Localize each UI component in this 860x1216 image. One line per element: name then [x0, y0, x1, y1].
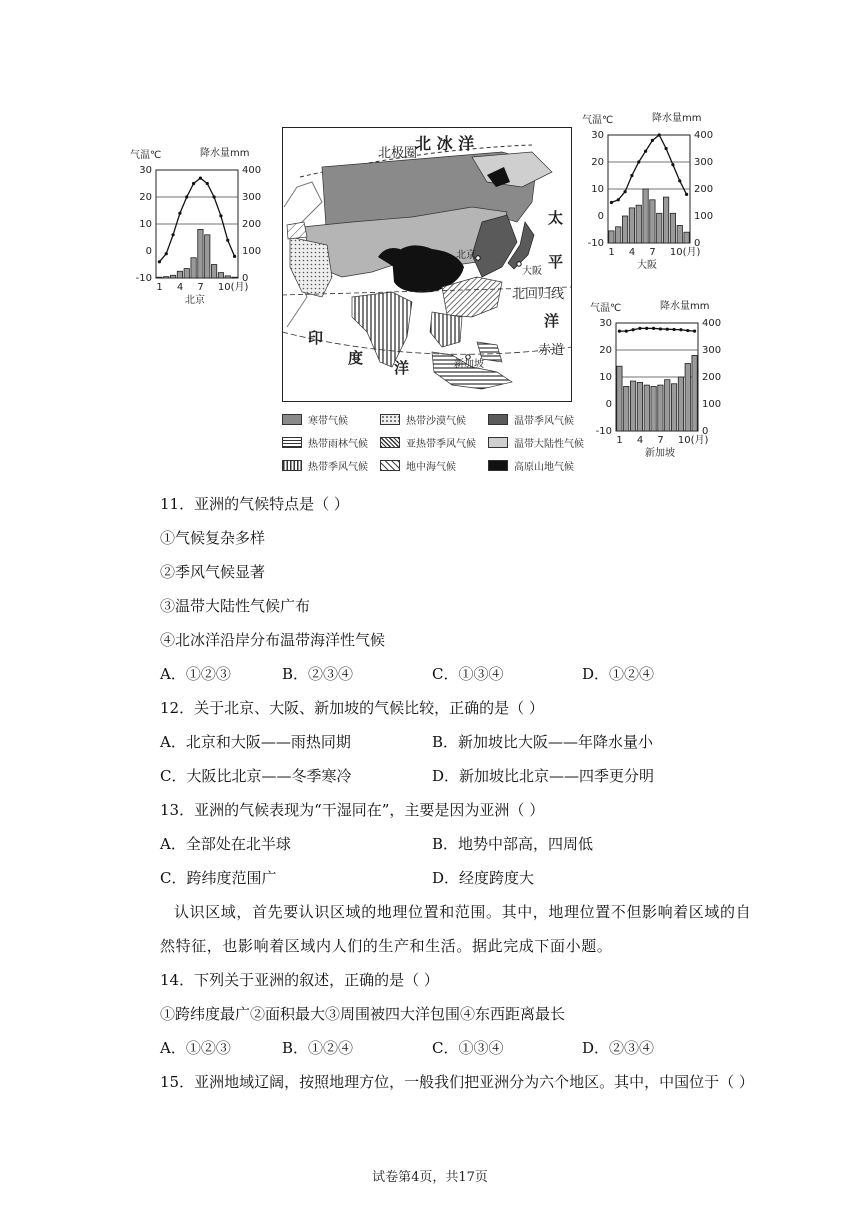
新加坡-precip-tick-label: 300 [702, 345, 722, 356]
北京-precip-tick-label: 100 [242, 246, 262, 257]
legend-item [380, 412, 466, 426]
indian-ocean-label-3: 洋 [394, 359, 410, 377]
新加坡-temp-tick-label: 10 [599, 372, 612, 383]
大阪-temp-point [630, 174, 633, 177]
北京-precip-tick-label: 0 [242, 273, 249, 284]
indian-ocean-label-2: 度 [348, 349, 364, 367]
新加坡-temp-tick-label: 0 [605, 399, 612, 410]
北京-precip-bar [225, 276, 230, 278]
北京-month-tick-label: 4 [176, 282, 184, 293]
q11-stem: 11．亚洲的气候特点是（ ） [160, 495, 349, 513]
pacific-label-1: 太 [548, 209, 564, 227]
大阪-temp-point [651, 139, 654, 142]
legend-item [282, 412, 348, 426]
legend-swatch [488, 460, 508, 471]
大阪-temp-point [664, 147, 667, 150]
q12-option-b[interactable]: B．新加坡比大阪——年降水量小 [432, 733, 654, 751]
pacific-label-2: 平 [548, 253, 564, 271]
新加坡-month-tick-label: 7 [657, 435, 664, 446]
北京-precip-bar [184, 269, 189, 278]
q13-stem: 13．亚洲的气候表现为“干湿同在”，主要是因为亚洲（ ） [160, 801, 545, 819]
新加坡-precip-bar [671, 384, 676, 431]
新加坡-temp-point [625, 330, 628, 333]
q14-option-d[interactable]: D．②③④ [582, 1039, 655, 1057]
passage-line-1: 认识区域，首先要认识区域的地理位置和范围。其中，地理位置不但影响着区域的自 [174, 903, 752, 921]
q11-statement-1: ①气候复杂多样 [160, 529, 266, 547]
大阪-precip-bar [636, 205, 641, 243]
北京-temp-tick-label: 30 [139, 165, 152, 176]
大阪-temp-point [610, 201, 613, 204]
singapore-climate-chart [588, 293, 730, 468]
大阪-precip-bar [650, 200, 655, 243]
新加坡-temp-point [693, 330, 696, 333]
page-footer: 试卷第4页，共17页 [372, 1170, 488, 1185]
新加坡-precip-tick-label: 200 [702, 372, 722, 383]
大阪-month-tick-label: 10(月) [669, 247, 701, 258]
新加坡-precip-tick-label: 100 [702, 399, 722, 410]
新加坡-temp-line [619, 328, 694, 331]
大阪-precip-tick-label: 400 [694, 130, 714, 141]
大阪-temp-tick-label: -10 [587, 238, 604, 249]
q13-option-a[interactable]: A．全部处在北半球 [160, 835, 291, 853]
北京-precip-bar [218, 273, 223, 278]
q11-statement-3: ③温带大陆性气候广布 [160, 597, 311, 615]
北京-temp-line [159, 178, 234, 262]
大阪-temp-tick-label: 0 [597, 211, 604, 222]
大阪-precip-tick-label: 0 [694, 238, 701, 249]
legend-item [488, 435, 584, 449]
新加坡-temp-point [672, 328, 675, 331]
新加坡-temp-point [679, 328, 682, 331]
新加坡-precip-bar [637, 382, 642, 431]
新加坡-month-tick-label: 1 [616, 435, 623, 446]
osaka-climate-chart [580, 105, 722, 280]
北京-temp-point [185, 195, 188, 198]
q14-option-c[interactable]: C．①③④ [432, 1039, 504, 1057]
q11-statement-2: ②季风气候显著 [160, 563, 266, 581]
北京-temp-point [192, 182, 195, 185]
新加坡-precip-tick-label: 400 [702, 318, 722, 329]
legend-swatch [282, 460, 302, 471]
pacific-label-3: 洋 [544, 312, 560, 330]
新加坡-temp-point [638, 327, 641, 330]
北京-precip-axis-label: 降水量mm [200, 148, 250, 159]
北京-temp-point [158, 260, 161, 263]
新加坡-precip-bar [685, 364, 690, 432]
arctic-ocean-label: 北 冰 洋 [415, 134, 475, 153]
大阪-city-label: 大阪 [637, 260, 657, 271]
大阪-temp-axis-label: 气温℃ [582, 115, 614, 126]
北京-precip-tick-label: 300 [242, 192, 262, 203]
新加坡-temp-point [659, 327, 662, 330]
equator-label: 赤道 [538, 343, 565, 358]
legend-label: 高原山地气候 [514, 461, 574, 473]
新加坡-precip-axis-label: 降水量mm [660, 301, 710, 312]
北京-precip-tick-label: 400 [242, 165, 262, 176]
新加坡-temp-axis-label: 气温℃ [590, 303, 622, 314]
legend-item [282, 458, 368, 472]
q12-option-d[interactable]: D．新加坡比北京——四季更分明 [432, 767, 655, 785]
大阪-precip-tick-label: 300 [694, 157, 714, 168]
北京-precip-bar [191, 258, 196, 278]
北京-temp-axis-label: 气温℃ [130, 150, 162, 161]
北京-temp-point [165, 252, 168, 255]
北京-precip-bar [211, 265, 216, 279]
legend-item [282, 435, 368, 449]
legend-label: 热带沙漠气候 [406, 415, 466, 427]
大阪-month-tick-label: 1 [608, 247, 615, 258]
大阪-precip-tick-label: 100 [694, 211, 714, 222]
新加坡-precip-bar [658, 385, 663, 431]
大阪-month-tick-label: 7 [649, 247, 656, 258]
legend-swatch [380, 460, 400, 471]
北京-precip-bar [205, 235, 210, 278]
legend-item [488, 458, 574, 472]
北京-temp-tick-label: 20 [139, 192, 152, 203]
北京-temp-point [219, 214, 222, 217]
北京-temp-point [226, 239, 229, 242]
新加坡-precip-bar [624, 386, 629, 431]
新加坡-month-tick-label: 4 [636, 435, 644, 446]
北京-precip-bar [232, 277, 237, 278]
beijing-dot [476, 256, 480, 260]
新加坡-temp-point [652, 327, 655, 330]
北京-month-tick-label: 10(月) [217, 282, 249, 293]
大阪-temp-point [617, 198, 620, 201]
大阪-precip-bar [629, 208, 634, 243]
大阪-temp-tick-label: 30 [591, 130, 604, 141]
arctic-circle-label: 北极圈 [378, 146, 418, 161]
legend-swatch [488, 437, 508, 448]
北京-temp-point [171, 233, 174, 236]
北京-temp-point [212, 195, 215, 198]
beijing-climate-chart [128, 140, 270, 315]
q14-option-a[interactable]: A．①②③ [160, 1039, 231, 1057]
legend-swatch [488, 414, 508, 425]
新加坡-precip-bar [651, 386, 656, 431]
新加坡-precip-bar [644, 385, 649, 431]
大阪-precip-axis-label: 降水量mm [652, 113, 702, 124]
legend-swatch [380, 437, 400, 448]
新加坡-temp-point [645, 327, 648, 330]
北京-temp-point [233, 255, 236, 258]
legend-label: 温带大陆性气候 [514, 438, 584, 450]
新加坡-temp-point [631, 328, 634, 331]
大阪-temp-point [678, 179, 681, 182]
北京-precip-bar [198, 229, 203, 278]
legend-swatch [282, 414, 302, 425]
mediterranean-zone [287, 222, 307, 239]
大阪-precip-bar [684, 232, 689, 243]
大阪-precip-bar [657, 213, 662, 243]
北京-temp-tick-label: 0 [145, 246, 152, 257]
北京-temp-point [178, 212, 181, 215]
legend-label: 亚热带季风气候 [406, 438, 476, 450]
北京-precip-bar [170, 275, 175, 278]
大阪-temp-point [644, 150, 647, 153]
新加坡-temp-point [686, 329, 689, 332]
legend-label: 地中海气候 [406, 461, 456, 473]
q14-stem: 14．下列关于亚洲的叙述，正确的是（ ） [160, 971, 439, 989]
大阪-temp-point [623, 190, 626, 193]
大阪-month-tick-label: 4 [628, 247, 636, 258]
beijing-map-label: 北京 [456, 250, 476, 261]
osaka-map-label: 大阪 [522, 266, 542, 277]
legend-swatch [380, 414, 400, 425]
新加坡-temp-point [618, 330, 621, 333]
新加坡-precip-tick-label: 0 [702, 426, 709, 437]
q14-statements: ①跨纬度最广②面积最大③周围被四大洋包围④东西距离最长 [160, 1005, 566, 1023]
北京-temp-tick-label: -10 [135, 273, 152, 284]
新加坡-city-label: 新加坡 [645, 448, 675, 459]
大阪-precip-bar [670, 213, 675, 243]
北京-temp-tick-label: 10 [139, 219, 152, 230]
legend-label: 温带季风气候 [514, 415, 574, 427]
q12-stem: 12．关于北京、大阪、新加坡的气候比较，正确的是（ ） [160, 699, 544, 717]
legend-item [488, 412, 574, 426]
大阪-precip-bar [622, 216, 627, 243]
q11-statement-4: ④北冰洋沿岸分布温带海洋性气候 [160, 631, 386, 649]
q11-option-c[interactable]: C．①③④ [432, 665, 504, 683]
新加坡-precip-bar [630, 381, 635, 431]
q13-option-c[interactable]: C．跨纬度范围广 [160, 869, 277, 887]
大阪-temp-tick-label: 10 [591, 184, 604, 195]
q11-option-b[interactable]: B．②③④ [282, 665, 354, 683]
indian-ocean-label-1: 印 [308, 329, 324, 347]
q11-option-d[interactable]: D．①②④ [582, 665, 655, 683]
q12-option-a[interactable]: A．北京和大阪——雨热同期 [160, 733, 351, 751]
q13-option-d[interactable]: D．经度跨度大 [432, 869, 535, 887]
北京-precip-bar [177, 271, 182, 278]
大阪-temp-point [671, 163, 674, 166]
大阪-precip-bar [663, 197, 668, 243]
新加坡-temp-tick-label: -10 [595, 426, 612, 437]
tropic-of-cancer-label: 北回归线 [512, 287, 565, 302]
北京-temp-point [199, 177, 202, 180]
大阪-precip-bar [677, 225, 682, 243]
q15-stem: 15．亚洲地域辽阔，按照地理方位，一般我们把亚洲分为六个地区。其中，中国位于（ ） [160, 1073, 754, 1091]
北京-month-tick-label: 1 [156, 282, 163, 293]
北京-precip-bar [157, 277, 162, 278]
北京-temp-point [206, 182, 209, 185]
北京-precip-bar [164, 277, 169, 278]
新加坡-precip-bar [678, 377, 683, 431]
legend-label: 热带雨林气候 [308, 438, 368, 450]
q14-option-b[interactable]: B．①②④ [282, 1039, 354, 1057]
北京-month-tick-label: 7 [197, 282, 204, 293]
osaka-dot [517, 262, 521, 266]
passage-line-2: 然特征，也影响着区域内人们的生产和生活。据此完成下面小题。 [160, 937, 613, 955]
大阪-temp-line [611, 135, 686, 203]
legend-item [380, 435, 476, 449]
legend-swatch [282, 437, 302, 448]
legend-label: 寒带气候 [308, 415, 348, 427]
大阪-precip-bar [643, 189, 648, 243]
大阪-temp-point [658, 133, 661, 136]
legend-item [380, 458, 456, 472]
新加坡-month-tick-label: 10(月) [677, 435, 709, 446]
大阪-precip-bar [616, 227, 621, 243]
大阪-temp-point [685, 193, 688, 196]
新加坡-temp-point [666, 328, 669, 331]
北京-city-label: 北京 [185, 295, 205, 306]
q12-option-c[interactable]: C．大阪比北京——冬季寒冷 [160, 767, 352, 785]
大阪-temp-point [637, 160, 640, 163]
新加坡-temp-tick-label: 20 [599, 345, 612, 356]
新加坡-temp-tick-label: 30 [599, 318, 612, 329]
q13-option-b[interactable]: B．地势中部高，四周低 [432, 835, 594, 853]
大阪-precip-bar [609, 231, 614, 243]
新加坡-precip-bar [665, 380, 670, 431]
北京-precip-tick-label: 200 [242, 219, 262, 230]
大阪-precip-tick-label: 200 [694, 184, 714, 195]
asia-climate-map [282, 127, 572, 402]
q11-option-a[interactable]: A．①②③ [160, 665, 231, 683]
legend-label: 热带季风气候 [308, 461, 368, 473]
大阪-temp-tick-label: 20 [591, 157, 604, 168]
新加坡-precip-bar [617, 366, 622, 431]
新加坡-precip-bar [692, 355, 697, 431]
singapore-map-label: 新加坡 [454, 359, 484, 370]
